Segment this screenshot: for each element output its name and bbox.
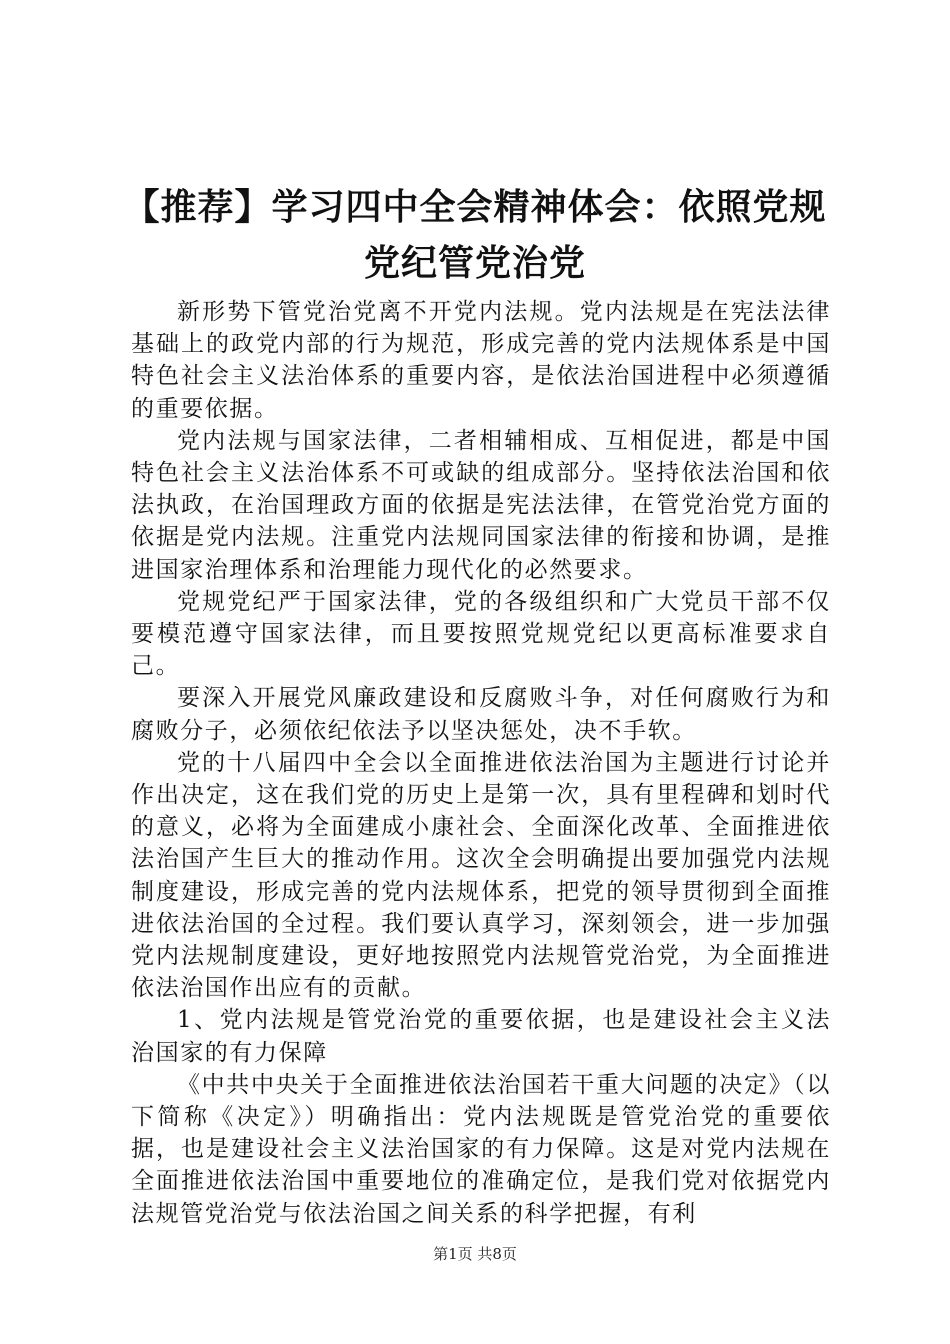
paragraph: 党内法规与国家法律，二者相辅相成、互相促进，都是中国特色社会主义法治体系不可或缺的组成部分。坚持依法治国和依法执政，在治国理政方面的依据是宪法法律，在管党治党方面的依据是党内法规。注重党内法规同国家法律的衔接和协调，是推进国家治理体系和治理能力现代化的必然要求。 [131, 427, 831, 583]
paragraph: 党规党纪严于国家法律，党的各级组织和广大党员干部不仅要模范遵守国家法律，而且要按照党规党纪以更高标准要求自己。 [131, 588, 831, 680]
section-heading: 1、党内法规是管党治党的重要依据，也是建设社会主义法治国家的有力保障 [131, 1007, 831, 1066]
document-title: 【推荐】学习四中全会精神体会：依照党规党纪管党治党 [123, 187, 827, 284]
document-body [131, 296, 831, 1230]
paragraph: 《中共中央关于全面推进依法治国若干重大问题的决定》（以下简称《决定》）明确指出：党内法规既是管党治党的重要依据，也是建设社会主义法治国家的有力保障。这是对党内法规在全面推进依法治国中重要地位的准确定位，是我们党对依据党内法规管党治党与依法治国之间关系的科学把握，有利 [131, 1071, 831, 1227]
paragraph: 党的十八届四中全会以全面推进依法治国为主题进行讨论并作出决定，这在我们党的历史上是第一次，具有里程碑和划时代的意义，必将为全面建成小康社会、全面深化改革、全面推进依法治国产生巨大的推动作用。这次全会明确提出要加强党内法规制度建设，形成完善的党内法规体系，把党的领导贯彻到全面推进依法治国的全过程。我们要认真学习，深刻领会，进一步加强党内法规制度建设，更好地按照党内法规管党治党，为全面推进依法治国作出应有的贡献。 [131, 749, 831, 1002]
paragraph: 要深入开展党风廉政建设和反腐败斗争，对任何腐败行为和腐败分子，必须依纪依法予以坚决惩处，决不手软。 [131, 685, 831, 744]
page-number-footer: 第1页 共8页 [433, 1245, 517, 1263]
paragraph: 新形势下管党治党离不开党内法规。党内法规是在宪法法律基础上的政党内部的行为规范，形成完善的党内法规体系是中国特色社会主义法治体系的重要内容，是依法治国进程中必须遵循的重要依据。 [131, 299, 831, 422]
